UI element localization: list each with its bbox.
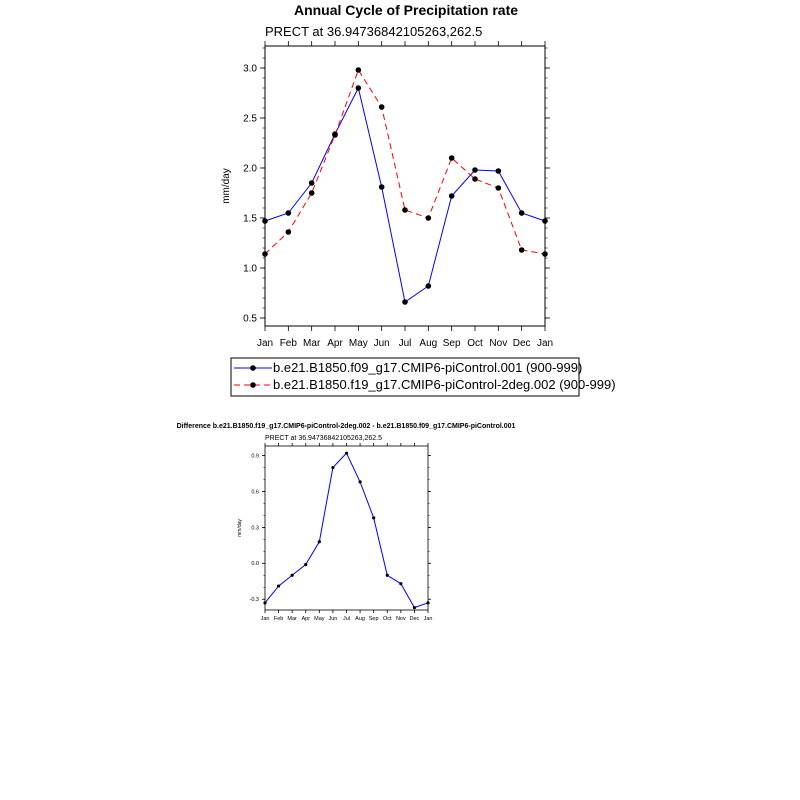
- x-tick-label: Sep: [442, 338, 461, 349]
- difference-chart-subtitle: PRECT at 36.94736842105263,262.5: [265, 435, 383, 442]
- x-tick-label: Jan: [260, 616, 270, 622]
- series-group: [262, 67, 548, 305]
- y-tick-label: 0.0: [251, 561, 259, 568]
- x-tick-label: Feb: [279, 338, 297, 349]
- data-point: [332, 132, 338, 138]
- x-tick-label: Sep: [368, 616, 379, 622]
- chart-subtitle: PRECT at 36.94736842105263,262.5: [265, 24, 483, 39]
- data-point: [449, 193, 455, 199]
- data-point: [262, 218, 268, 224]
- data-point: [286, 210, 292, 216]
- x-tick-label: Aug: [419, 338, 438, 349]
- x-tick-label: May: [314, 616, 325, 622]
- data-point: [372, 516, 375, 519]
- data-point: [496, 185, 502, 191]
- data-point: [379, 104, 385, 110]
- data-point: [379, 184, 385, 190]
- data-point: [304, 563, 307, 566]
- data-point: [542, 218, 548, 224]
- x-tick-label: Jan: [256, 338, 274, 349]
- x-tick-label: Nov: [489, 338, 508, 349]
- data-point: [426, 601, 429, 604]
- x-tick-label: Jul: [342, 616, 351, 622]
- axis-ticks: [243, 41, 553, 349]
- series-line-1: [265, 453, 428, 607]
- legend-marker-series-2: [250, 382, 256, 388]
- x-tick-label: Jul: [398, 338, 412, 349]
- x-tick-label: Oct: [382, 616, 392, 622]
- data-point: [277, 584, 280, 587]
- x-tick-label: Jan: [423, 616, 433, 622]
- data-point: [426, 283, 432, 289]
- data-point: [356, 67, 362, 73]
- x-tick-label: Oct: [467, 338, 483, 349]
- data-point: [519, 247, 525, 253]
- difference-chart-title: Difference b.e21.B1850.f19_g17.CMIP6-piControl-2deg.002 - b.e21.B1850.f09_g17.CMIP6-piControl.001: [176, 423, 516, 430]
- y-tick-label: 0.9: [251, 453, 259, 460]
- series-line-2: [265, 70, 545, 254]
- y-tick-label: 3.0: [243, 63, 257, 75]
- data-point: [472, 176, 478, 182]
- data-point: [402, 299, 408, 305]
- annual-cycle-chart: [221, 2, 616, 396]
- difference-series-group: [263, 452, 429, 610]
- data-point: [345, 452, 348, 455]
- y-tick-label: 2.5: [243, 113, 257, 125]
- x-tick-label: Jun: [373, 338, 390, 349]
- data-point: [472, 167, 478, 173]
- data-point: [519, 210, 525, 216]
- legend-label-series-1: b.e21.B1850.f09_g17.CMIP6-piControl.001 (900-999): [273, 360, 583, 375]
- y-tick-label: 0.6: [251, 489, 259, 496]
- plot-frame: [265, 46, 545, 326]
- series-line-1: [265, 88, 545, 302]
- x-tick-label: Feb: [273, 616, 284, 622]
- y-tick-label: 1.5: [243, 213, 257, 225]
- data-point: [286, 229, 292, 235]
- data-point: [356, 85, 362, 91]
- x-tick-label: Jun: [328, 616, 338, 622]
- x-tick-label: Dec: [409, 616, 420, 622]
- difference-y-axis-label: mm/day: [237, 519, 243, 537]
- data-point: [291, 574, 294, 577]
- y-tick-label: 1.0: [243, 263, 257, 275]
- x-tick-label: Dec: [512, 338, 531, 349]
- x-tick-label: Aug: [355, 616, 365, 622]
- y-tick-label: 2.0: [243, 163, 257, 175]
- difference-plot-frame: [265, 446, 428, 610]
- data-point: [386, 574, 389, 577]
- x-tick-label: Apr: [301, 616, 311, 622]
- y-tick-label: 0.5: [243, 313, 257, 325]
- x-tick-label: Nov: [395, 616, 406, 622]
- x-tick-label: Mar: [287, 616, 297, 622]
- chart-title: Annual Cycle of Precipitation rate: [293, 2, 519, 18]
- x-tick-label: Mar: [303, 338, 321, 349]
- data-point: [399, 582, 402, 585]
- data-point: [263, 601, 266, 604]
- y-tick-label: -0.3: [249, 597, 259, 604]
- data-point: [318, 540, 321, 543]
- data-point: [413, 606, 416, 609]
- data-point: [449, 155, 455, 161]
- y-axis-label: mm/day: [221, 168, 232, 204]
- legend-label-series-2: b.e21.B1850.f19_g17.CMIP6-piControl-2deg.002 (900-999): [273, 377, 616, 392]
- data-point: [496, 168, 502, 174]
- difference-axis-ticks: [250, 443, 433, 622]
- data-point: [331, 466, 334, 469]
- legend-marker-series-1: [250, 365, 256, 371]
- data-point: [358, 480, 361, 483]
- data-point: [309, 190, 315, 196]
- data-point: [542, 251, 548, 257]
- x-tick-label: May: [348, 338, 368, 349]
- y-tick-label: 0.3: [251, 525, 259, 532]
- x-tick-label: Jan: [536, 338, 554, 349]
- data-point: [426, 215, 432, 221]
- legend: [231, 358, 616, 396]
- difference-chart: [177, 423, 516, 622]
- data-point: [402, 207, 408, 213]
- data-point: [309, 180, 315, 186]
- data-point: [262, 251, 268, 257]
- x-tick-label: Apr: [327, 338, 343, 349]
